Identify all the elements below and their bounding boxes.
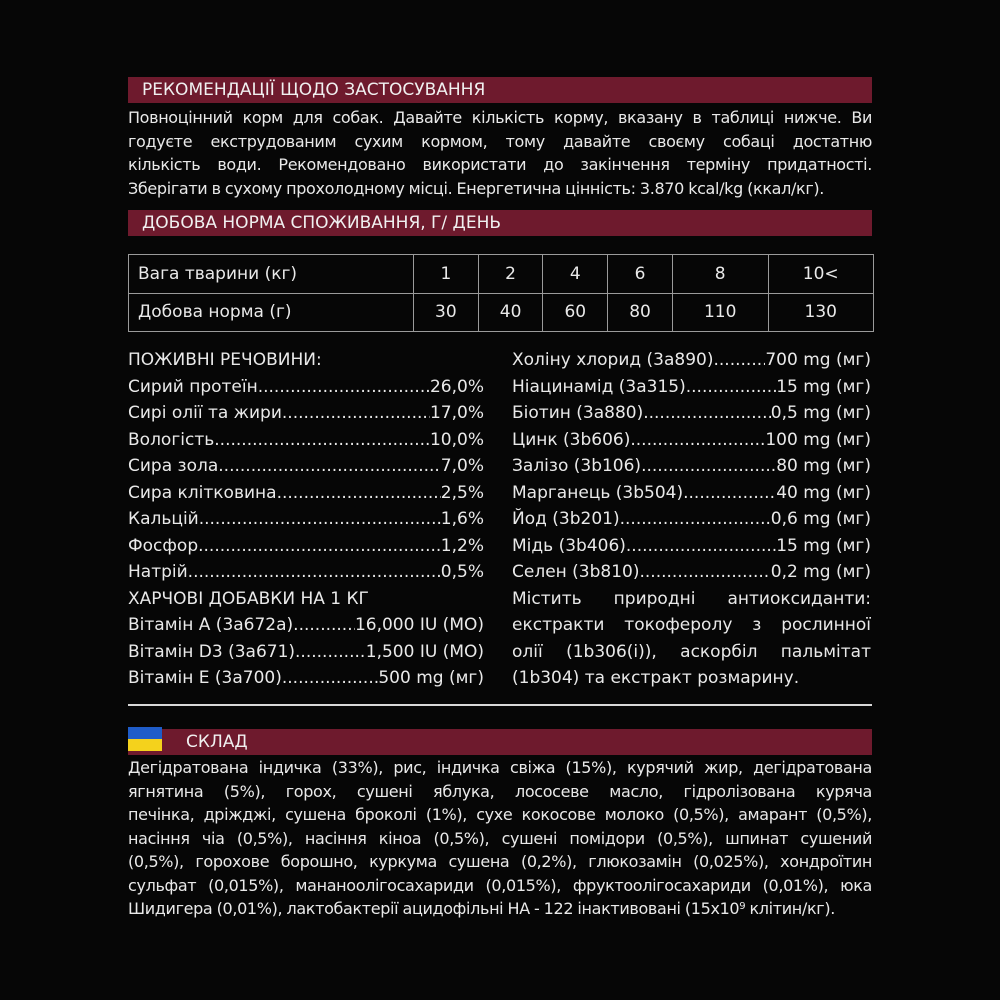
section-divider (128, 704, 872, 706)
nutrient-row-name: Фосфор (128, 535, 199, 556)
norm-cell: 80 (608, 293, 673, 332)
mineral-row-value: 100 mg (мг) (765, 429, 871, 450)
daily-norm-table (128, 254, 874, 332)
vitamin-row-name: Вітамін Е (3а700) (128, 668, 282, 688)
nutrient-row (128, 374, 484, 401)
norm-cell: 40 (478, 293, 543, 332)
dot-leader (686, 374, 776, 401)
weight-cell: 4 (543, 255, 608, 294)
vitamin-row-name: Вітамін А (3а672а) (128, 615, 294, 635)
nutrient-row-name: Сира зола (128, 456, 219, 476)
norm-cell: 30 (414, 293, 479, 332)
dot-leader (282, 400, 430, 427)
mineral-row-value: 0,2 mg (мг) (770, 562, 871, 582)
mineral-row (512, 374, 871, 401)
composition-line: печінка, дріжджі, сушена броколі (1%), сухе кокосове молоко (0,5%), амарант (0,5%), (128, 805, 872, 824)
weight-cell: 8 (672, 255, 768, 294)
norm-label: Добова норма (г) (129, 293, 414, 332)
composition-line: сульфат (0,015%), мананоолігосахариди (0,015%), фруктоолігосахариди (0,01%), юка (128, 875, 872, 895)
daily-norm-title: ДОБОВА НОРМА СПОЖИВАННЯ, Г/ ДЕНЬ (128, 210, 872, 236)
nutrient-row-name: Натрій (128, 562, 188, 582)
weight-cell: 10< (768, 255, 874, 294)
nutrient-row-name: Вологість (128, 429, 215, 450)
dot-leader (188, 559, 441, 586)
nutrient-row (128, 453, 484, 480)
nutrients-title: ПОЖИВНІ РЕЧОВИНИ: (128, 350, 322, 370)
dot-leader (641, 453, 776, 480)
nutrient-row-value: 7,0% (440, 456, 484, 476)
dot-leader (218, 453, 441, 480)
composition-line: ягнятина (5%), горох, сушені яблука, лососеве масло, гідролізована куряча (128, 781, 872, 801)
mineral-row (512, 453, 871, 480)
mineral-row (512, 347, 871, 374)
nutrient-row-name: Сирий протеїн (128, 376, 258, 397)
mineral-row-name: Залізо (3b106) (512, 456, 642, 476)
mineral-row-value: 15 mg (мг) (776, 535, 871, 556)
mineral-row-value: 15 mg (мг) (776, 376, 871, 397)
mineral-row-name: Цинк (3b606) (512, 429, 631, 450)
composition-line: насіння чіа (0,5%), насіння кіноа (0,5%), сушені помідори (0,5%), шпинат сушений (128, 828, 872, 848)
vitamin-row (128, 639, 484, 666)
vitamin-row (128, 612, 484, 639)
table-row (129, 255, 874, 294)
composition-line-last (128, 897, 872, 921)
nutrient-row (128, 480, 484, 507)
vitamin-row-value: 500 mg (мг) (378, 668, 484, 688)
dot-leader (626, 533, 776, 560)
vitamin-row (128, 665, 484, 692)
nutrient-row-name: Кальцій (128, 509, 199, 529)
dot-leader (643, 400, 771, 427)
nutrient-row-value: 26,0% (429, 376, 484, 397)
weight-label: Вага тварини (кг) (129, 255, 414, 294)
table-row (129, 293, 874, 332)
nutrient-row-name: Сирі олії та жири (128, 403, 282, 423)
nutrient-row-value: 1,2% (440, 535, 484, 556)
vitamin-row-value: 1,500 IU (МО) (365, 641, 484, 662)
nutrient-row (128, 506, 484, 533)
dot-leader (620, 506, 771, 533)
dot-leader (282, 665, 378, 692)
composition-last-tail: клітин/кг). (745, 899, 835, 918)
mineral-row-value: 700 mg (мг) (765, 350, 871, 370)
nutrient-row-value: 1,6% (440, 509, 484, 529)
dot-leader (214, 427, 430, 454)
usage-text (128, 106, 872, 200)
mineral-row-value: 80 mg (мг) (776, 456, 871, 476)
nutrient-row-value: 10,0% (429, 429, 484, 450)
vitamin-row-value: 16,000 IU (МО) (354, 615, 484, 635)
usage-line: годуєте екструдованим сухим кормом, тому давайте своєму собаці достатню (128, 131, 872, 151)
mineral-row-name: Селен (3b810) (512, 562, 640, 582)
mineral-row-name: Марганець (3b504) (512, 482, 684, 503)
usage-title: РЕКОМЕНДАЦІЇ ЩОДО ЗАСТОСУВАННЯ (128, 77, 872, 103)
weight-cell: 2 (478, 255, 543, 294)
dot-leader (295, 639, 366, 666)
composition-line: (0,5%), горохове борошно, куркума сушена (0,2%), глюкозамін (0,025%), хондроїтин (128, 852, 872, 871)
antioxidant-note (512, 586, 871, 692)
dot-leader (199, 506, 441, 533)
vitamin-row-name: Вітамін D3 (3а671) (128, 641, 296, 662)
mineral-row-value: 0,5 mg (мг) (770, 403, 871, 423)
antioxidant-line: Містить природні антиоксиданти: (512, 588, 871, 609)
mineral-row-name: Ніацинамід (3а315) (512, 376, 686, 397)
composition-text (128, 756, 872, 921)
ukraine-flag-icon (128, 727, 162, 751)
composition-title: СКЛАД (128, 729, 872, 755)
mineral-row-value: 0,6 mg (мг) (770, 509, 871, 529)
mineral-row (512, 559, 871, 586)
norm-cell: 130 (768, 293, 874, 332)
mineral-row-name: Мідь (3b406) (512, 535, 626, 556)
mineral-row (512, 533, 871, 560)
nutrient-row-value: 0,5% (440, 562, 484, 582)
dot-leader (258, 374, 430, 401)
composition-line: Дегідратована індичка (33%), рис, індичка свіжа (15%), курячий жир, дегідратована (128, 758, 872, 777)
dot-leader (714, 347, 766, 374)
nutrient-row-name: Сира клітковина (128, 482, 277, 503)
antioxidant-line: олії (1b306(i)), аскорбіл пальмітат (512, 641, 871, 662)
nutrient-row (128, 533, 484, 560)
nutrient-row-value: 2,5% (440, 482, 484, 503)
norm-cell: 60 (543, 293, 608, 332)
antioxidant-line: (1b304) та екстракт розмарину. (512, 668, 800, 688)
dot-leader (293, 612, 355, 639)
dot-leader (277, 480, 441, 507)
nutrient-row (128, 400, 484, 427)
weight-cell: 6 (608, 255, 673, 294)
nutrient-row (128, 559, 484, 586)
additives-column (512, 347, 871, 692)
mineral-row (512, 400, 871, 427)
usage-line: кількість води. Рекомендовано використати до закінчення терміну придатності. (128, 155, 872, 174)
nutrients-column (128, 347, 484, 692)
weight-cell: 1 (414, 255, 479, 294)
nutrient-row (128, 427, 484, 454)
mineral-row-name: Холіну хлорид (3а890) (512, 350, 714, 370)
mineral-row (512, 427, 871, 454)
nutrient-row-value: 17,0% (429, 403, 484, 423)
dot-leader (630, 427, 765, 454)
norm-cell: 110 (672, 293, 768, 332)
dot-leader (198, 533, 441, 560)
additives-title: ХАРЧОВІ ДОБАВКИ НА 1 КГ (128, 588, 369, 609)
dot-leader (640, 559, 771, 586)
mineral-row-name: Біотин (3а880) (512, 403, 644, 423)
mineral-row (512, 506, 871, 533)
mineral-row (512, 480, 871, 507)
usage-line: Зберігати в сухому прохолодному місці. Енергетична цінність: 3.870 kcal/kg (ккал/кг). (128, 178, 825, 198)
mineral-row-value: 40 mg (мг) (776, 482, 871, 503)
composition-last-text: Шидигера (0,01%), лактобактерії ацидофільні НА - 122 інактивовані (15x10 (128, 899, 740, 918)
exponent: 9 (739, 901, 746, 912)
dot-leader (683, 480, 776, 507)
mineral-row-name: Йод (3b201) (512, 509, 620, 529)
usage-line: Повноцінний корм для собак. Давайте кількість корму, вказану в таблиці нижче. Ви (128, 108, 872, 127)
antioxidant-line: екстракти токоферолу з рослинної (512, 615, 871, 635)
